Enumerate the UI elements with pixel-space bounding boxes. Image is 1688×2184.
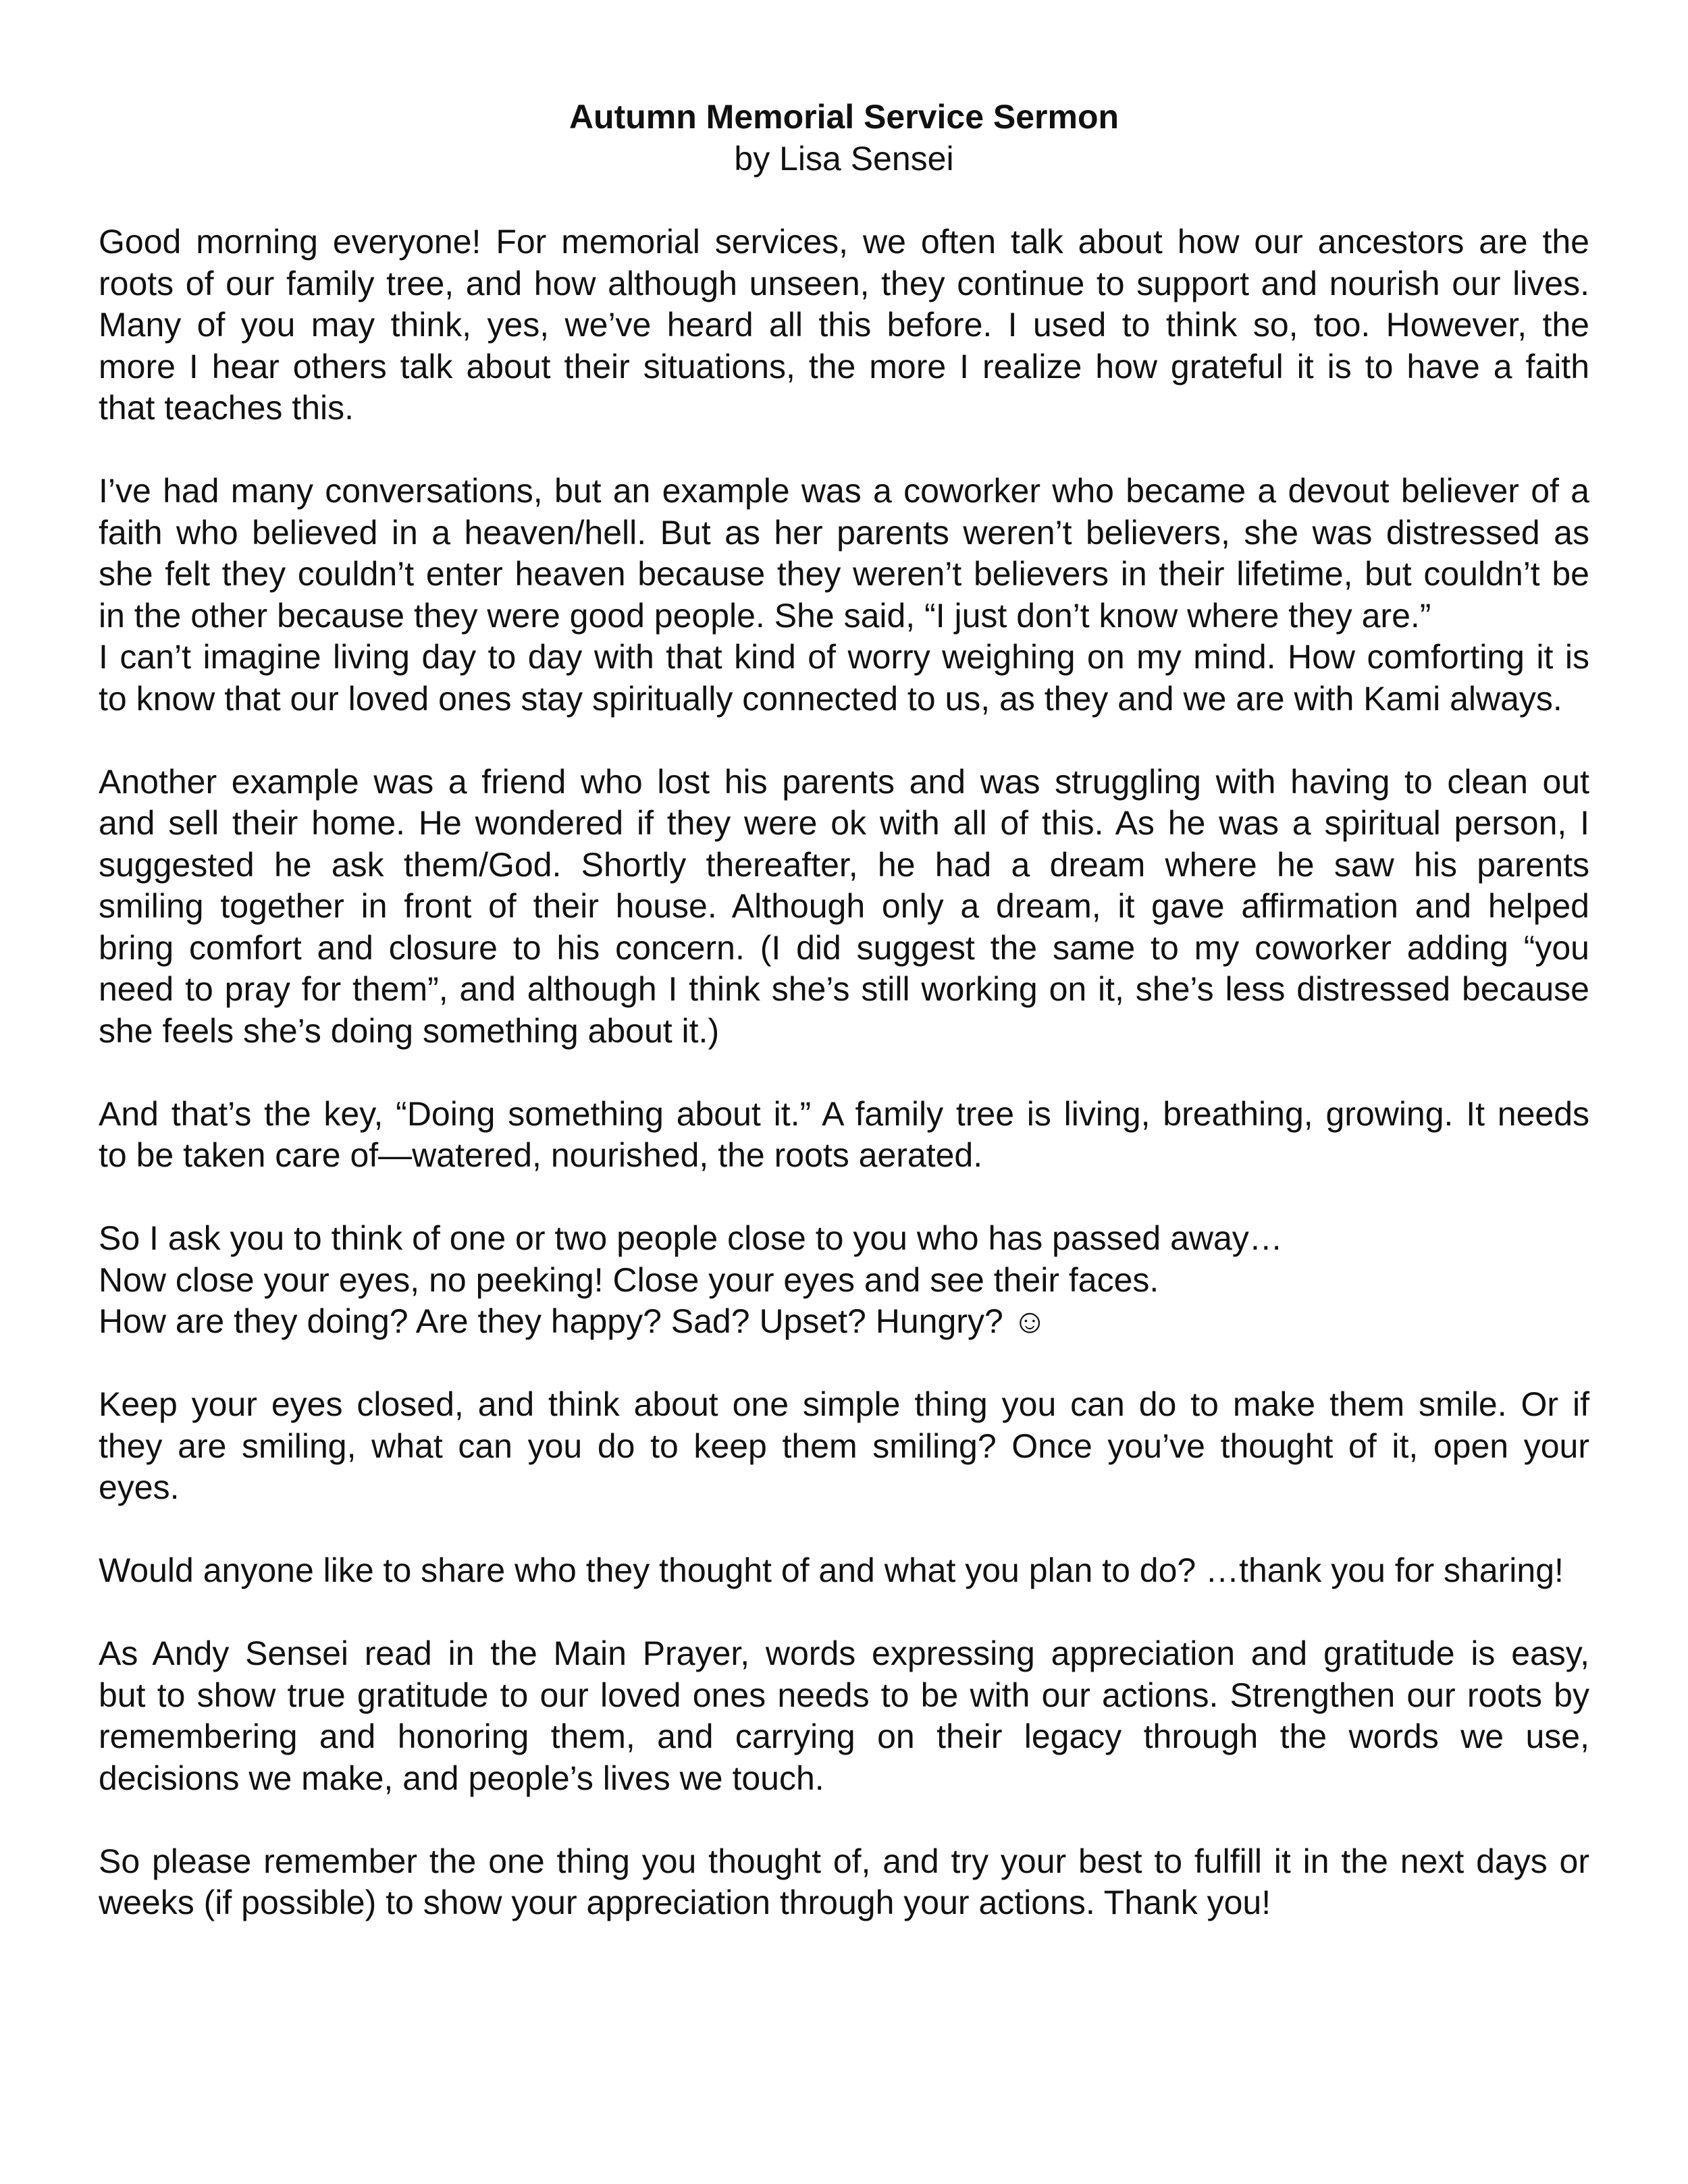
paragraph-3 (99, 762, 1589, 1053)
paragraph-5 (99, 1218, 1589, 1343)
paragraph-line: I’ve had many conversations, but an example was a coworker who became a devout believer of a (99, 472, 1589, 510)
paragraph-line: As Andy Sensei read in the Main Prayer, words expressing appreciation and gratitude is easy, (99, 1634, 1589, 1672)
document-title: Autumn Memorial Service Sermon (569, 98, 1119, 136)
paragraph-line: I can’t imagine living day to day with that kind of worry weighing on my mind. How comforting it is (99, 638, 1589, 676)
paragraph-line: Another example was a friend who lost his parents and was struggling with having to clean out (99, 762, 1589, 801)
paragraph-line: remembering and honoring them, and carrying on their legacy through the words we use, (99, 1717, 1589, 1755)
paragraph-line: she felt they couldn’t enter heaven because they weren’t believers in their lifetime, but couldn’t be (99, 555, 1589, 593)
paragraph-line: but to show true gratitude to our loved ones needs to be with our actions. Strengthen our roots by (99, 1676, 1589, 1714)
paragraph-line: to be taken care of—watered, nourished, the roots aerated. (99, 1136, 983, 1174)
paragraph-4 (99, 1094, 1589, 1177)
paragraph-line: weeks (if possible) to show your appreciation through your actions. Thank you! (99, 1884, 1271, 1921)
paragraph-line: Good morning everyone! For memorial services, we often talk about how our ancestors are the (99, 223, 1589, 261)
document-byline: by Lisa Sensei (734, 140, 954, 178)
paragraph-line: suggested he ask them/God. Shortly thereafter, he had a dream where he saw his parents (99, 845, 1589, 884)
paragraph-line: that teaches this. (99, 389, 354, 427)
paragraph-2 (99, 471, 1589, 720)
paragraph-line: more I hear others talk about their situations, the more I realize how grateful it is to have a faith (99, 347, 1589, 385)
paragraph-line: they are smiling, what can you do to keep them smiling? Once you’ve thought of it, open your (99, 1427, 1589, 1465)
paragraph-line: faith who believed in a heaven/hell. But as her parents weren’t believers, she was distressed as (99, 513, 1589, 552)
paragraph-line: Keep your eyes closed, and think about one simple thing you can do to make them smile. Or if (99, 1385, 1589, 1423)
paragraph-line: she feels she’s doing something about it.) (99, 1011, 720, 1050)
paragraph-line: Many of you may think, yes, we’ve heard all this before. I used to think so, too. However, the (99, 306, 1589, 344)
paragraph-line: How are they doing? Are they happy? Sad? Upset? Hungry? ☺ (99, 1302, 1047, 1340)
paragraph-line: and sell their home. He wondered if they were ok with all of this. As he was a spiritual person, I (99, 804, 1589, 842)
paragraph-6 (99, 1384, 1589, 1509)
paragraph-line: bring comfort and closure to his concern. (I did suggest the same to my coworker adding “you (99, 928, 1589, 967)
paragraph-line: to know that our loved ones stay spiritually connected to us, as they and we are with Kami always. (99, 679, 1562, 718)
paragraph-line: Would anyone like to share who they thought of and what you plan to do? …thank you for sharing! (99, 1551, 1564, 1589)
paragraph-line: roots of our family tree, and how although unseen, they continue to support and nourish our lives. (99, 264, 1589, 302)
paragraph-line: So I ask you to think of one or two people close to you who has passed away… (99, 1219, 1283, 1257)
paragraph-9 (99, 1841, 1589, 1924)
paragraph-1 (99, 221, 1589, 429)
paragraph-line: So please remember the one thing you thought of, and try your best to fulfill it in the next days or (99, 1842, 1589, 1880)
paragraph-line: in the other because they were good people. She said, “I just don’t know where they are.” (99, 596, 1431, 635)
paragraph-line: And that’s the key, “Doing something about it.” A family tree is living, breathing, growing. It needs (99, 1094, 1589, 1133)
paragraph-line: eyes. (99, 1468, 180, 1506)
paragraph-line: decisions we make, and people’s lives we touch. (99, 1759, 824, 1797)
paragraph-line: need to pray for them”, and although I think she’s still working on it, she’s less distressed because (99, 970, 1589, 1008)
paragraph-7 (99, 1550, 1589, 1592)
document-page (99, 96, 1589, 1965)
paragraph-line: smiling together in front of their house. Although only a dream, it gave affirmation and helped (99, 887, 1589, 925)
paragraph-line: Now close your eyes, no peeking! Close your eyes and see their faces. (99, 1260, 1159, 1299)
paragraph-8 (99, 1633, 1589, 1799)
